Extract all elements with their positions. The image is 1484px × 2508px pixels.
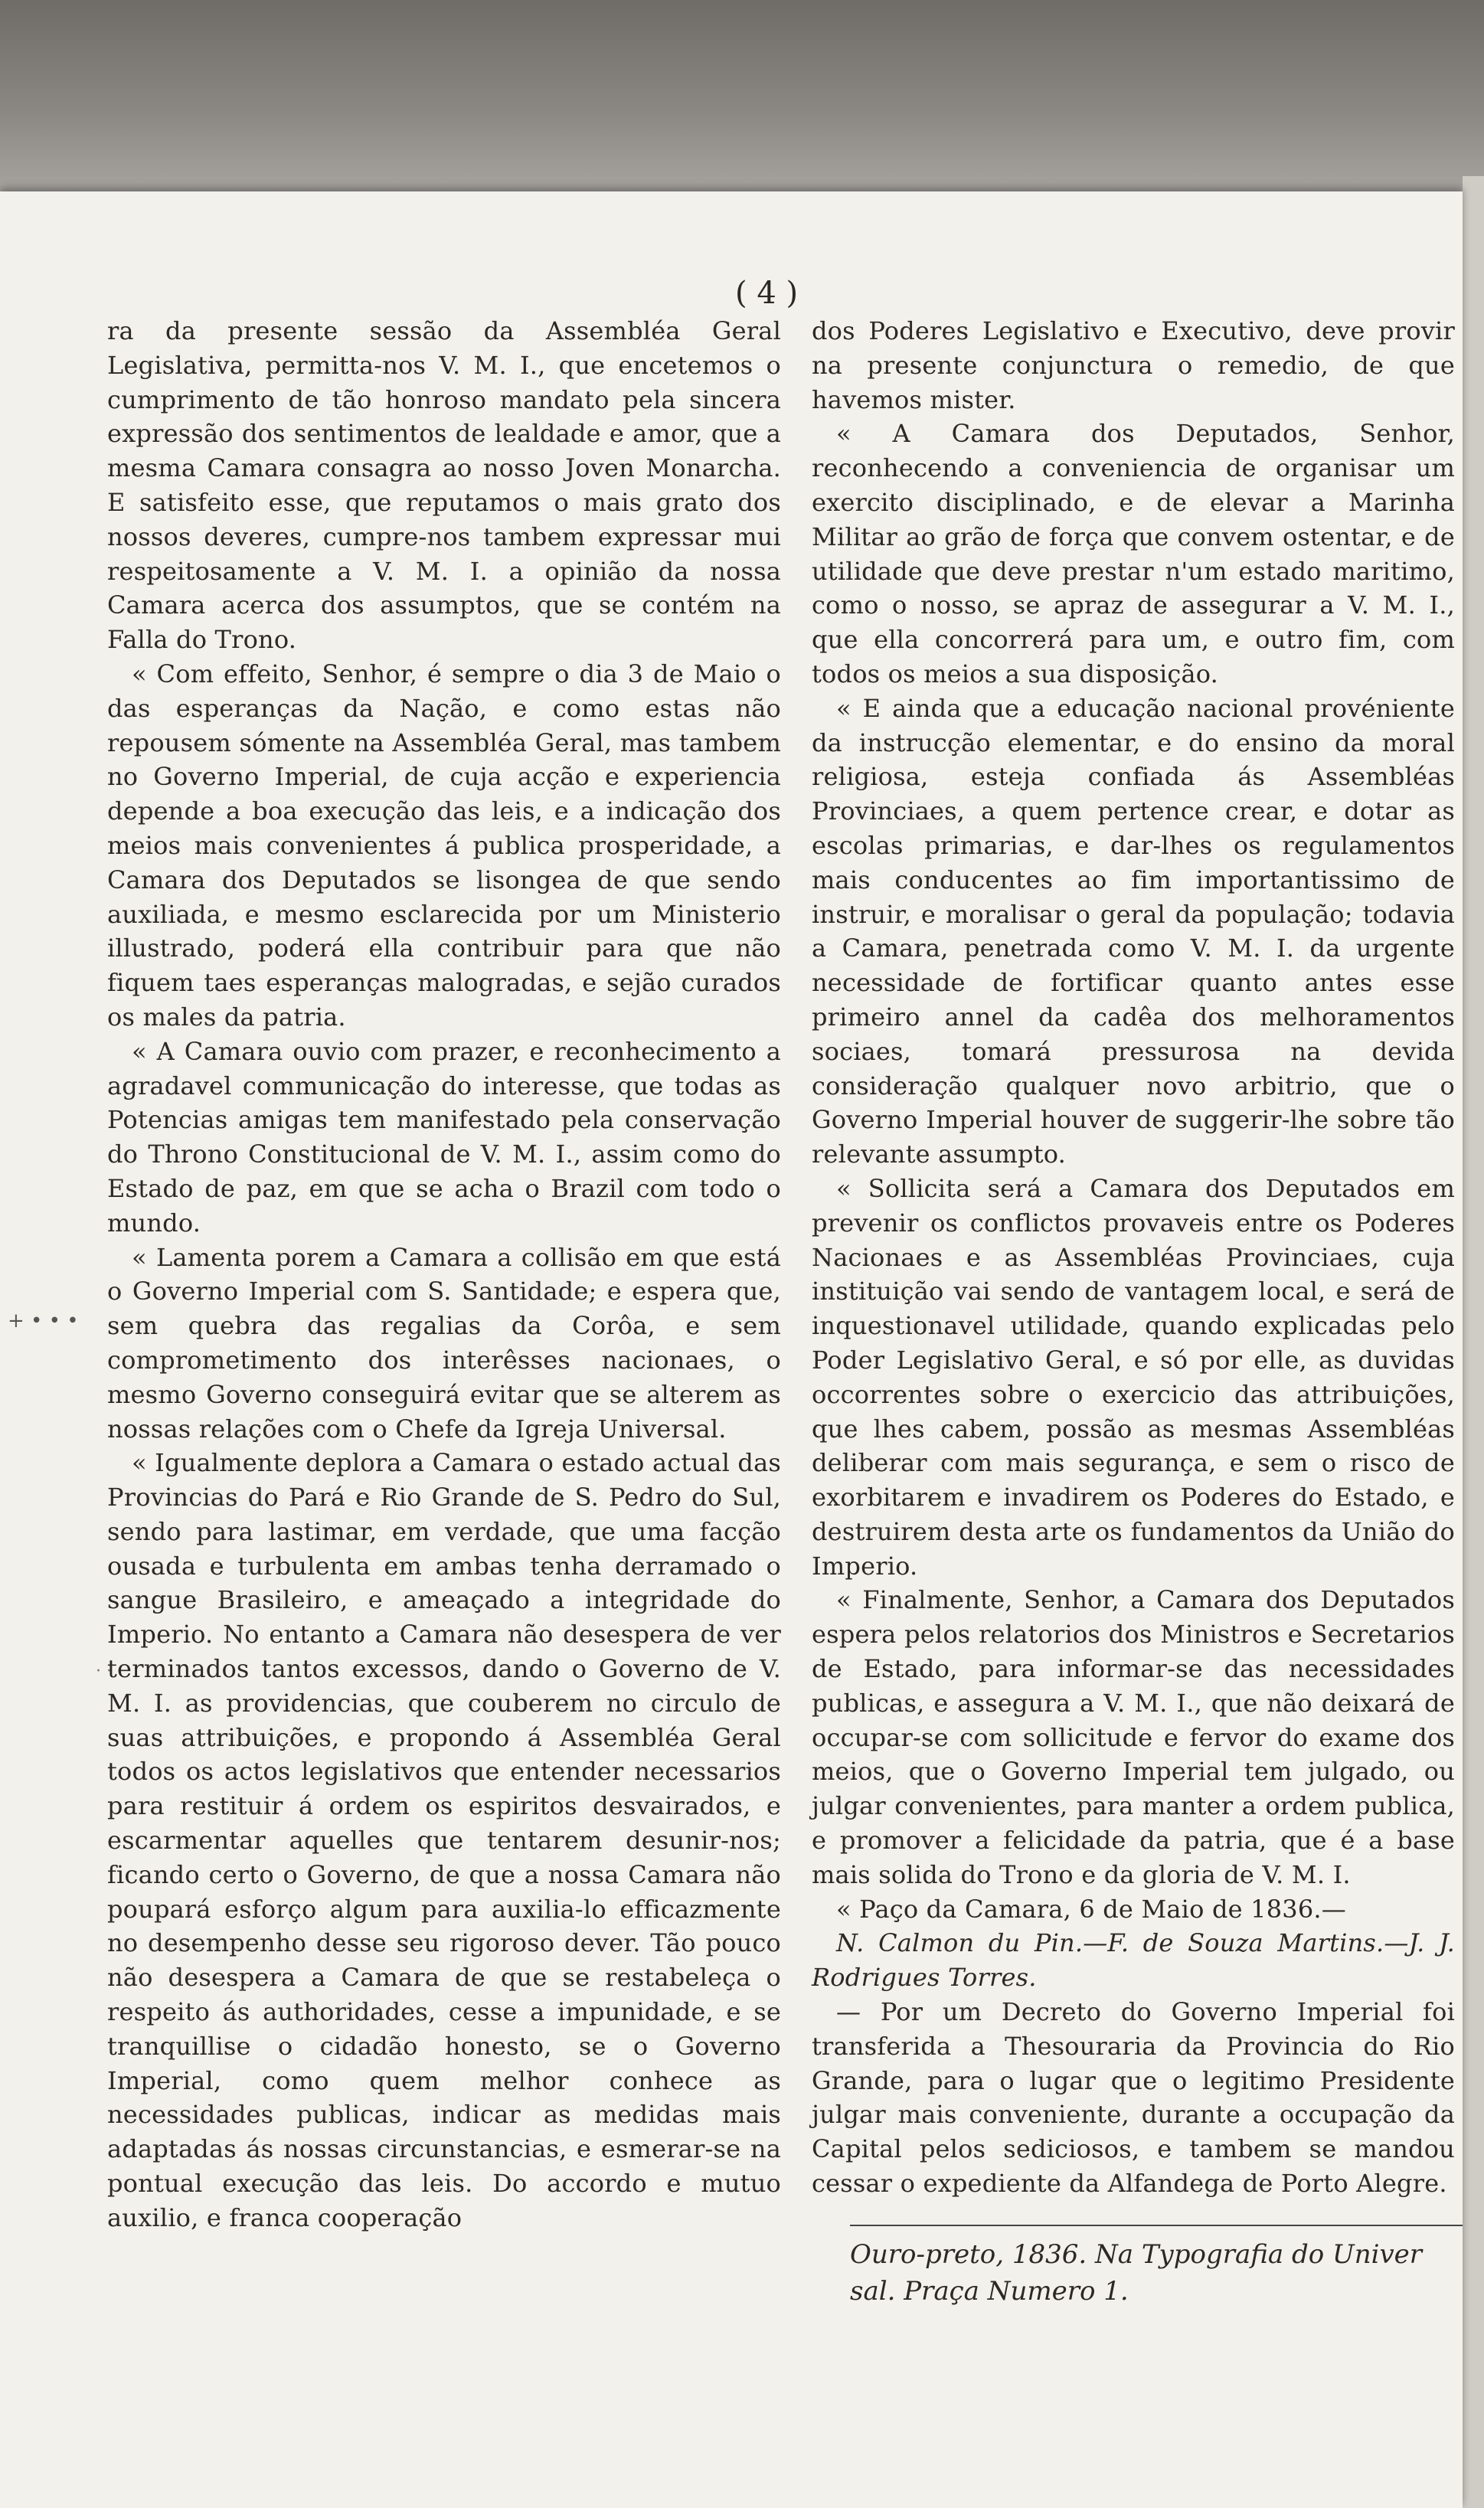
- paragraph: « A Camara ouvio com prazer, e reconhecimento a agradavel communicação do interesse, que todas as Potencias amigas tem manifestado pela conservação do Throno Constitucional de V. M. I., assim como do Estado de paz, em que se acha o Brazil com todo o mundo.: [107, 1036, 781, 1238]
- paragraph: « Finalmente, Senhor, a Camara dos Deputados espera pelos relatorios dos Ministros e Secretarios de Estado, para informar-se das necessidades publicas, e assegura a V. M. I., que não deixará de occupar-se com sollicitude e fervor do exame dos meios, que o Governo Imperial tem julgado, ou julgar convenientes, para manter a ordem publica, e promover a felicidade da patria, que é a base mais solida do Trono e da gloria de V. M. I.: [812, 1585, 1455, 1889]
- paragraph: « Com effeito, Senhor, é sempre o dia 3 de Maio o das esperanças da Nação, e como estas não repousem sómente na Assembléa Geral, mas tambem no Governo Imperial, de cuja acção e experiencia depende a boa execução das leis, e a indicação dos meios mais convenientes á publica prosperidade, a Camara dos Deputados se lisongea de que sendo auxiliada, e mesmo esclarecida por um Ministerio illustrado, poderá ella contribuir para que não fiquem taes esperanças malogradas, e sejão curados os males da patria.: [107, 659, 781, 1032]
- scan-background: [0, 0, 1484, 199]
- paragraph: « A Camara dos Deputados, Senhor, reconhecendo a conveniencia de organisar um exercito disciplinado, e de elevar a Marinha Militar ao grão de força que convem ostentar, e de utilidade que deve prestar n'um estado maritimo, como o nosso, se apraz de assegurar a V. M. I., que ella concorrerá para um, e outro fim, com todos os meios a sua disposição.: [812, 419, 1455, 688]
- page-edge: [1463, 176, 1484, 2508]
- paragraph: « Sollicita será a Camara dos Deputados em prevenir os conflictos provaveis entre os Poderes Nacionaes e as Assembléas Provinciaes, cuja instituição vai sendo de vantagem local, e será de inquestionavel utilidade, quando explicadas pelo Poder Legislativo Geral, e só por elle, as duvidas occorrentes sobre o exercicio das attribuições, que lhes cabem, possão as mesmas Assembléas deliberar com mais segurança, e sem o risco de exorbitarem e invadirem os Poderes do Estado, e destruirem desta arte os fundamentos da União do Imperio.: [812, 1173, 1455, 1581]
- date-line: « Paço da Camara, 6 de Maio de 1836.—: [836, 1894, 1346, 1924]
- margin-mark-small: · ·: [96, 1662, 112, 1681]
- right-column: [812, 314, 1455, 2201]
- left-column: [107, 314, 781, 2235]
- imprint-divider: [850, 2225, 1463, 2226]
- paragraph: « Igualmente deplora a Camara o estado actual das Provincias do Pará e Rio Grande de S. Pedro do Sul, sendo para lastimar, em verdade, que uma facção ousada e turbulenta em ambas tenha derramado o sangue Brasileiro, e ameaçado a integridade do Imperio. No entanto a Camara não desespera de ver terminados tantos excessos, dando o Governo de V. M. I. as providencias, que couberem no circulo de suas attribuições, e propondo á Assembléa Geral todos os actos legislativos que entender necessarios para restituir á ordem os espiritos desvairados, e escarmentar aquelles que tentarem desunir-nos; ficando certo o Governo, de que a nossa Camara não poupará esforço algum para auxilia-lo efficazmente no desempenho desse seu rigoroso dever. Tão pouco não desespera a Camara de que se restabeleça o respeito ás authoridades, cesse a impunidade, e se tranquillise o cidadão honesto, se o Governo Imperial, como quem melhor conhece as necessidades publicas, indicar as medidas mais adaptadas ás nossas circunstancias, e esmerar-se na pontual execução das leis. Do accordo e mutuo auxilio, e franca cooperação: [107, 1448, 781, 2232]
- signatories: N. Calmon du Pin.—F. de Souza Martins.—J. J. Rodrigues Torres.: [812, 1928, 1455, 1993]
- paragraph: « E ainda que a educação nacional provéniente da instrucção elementar, e do ensino da moral religiosa, esteja confiada ás Assembléas Provinciaes, a quem pertence crear, e dotar as escolas primarias, e dar-lhes os regulamentos mais conducentes ao fim importantissimo de instruir, e moralisar o geral da população; todavia a Camara, penetrada como V. M. I. da urgente necessidade de fortificar quanto antes esse primeiro annel da cadêa dos melhoramentos sociaes, tomará pressurosa na devida consideração qualquer novo arbitrio, que o Governo Imperial houver de suggerir-lhe sobre tão relevante assumpto.: [812, 693, 1455, 1169]
- page-number: ( 4 ): [735, 276, 799, 311]
- paragraph: dos Poderes Legislativo e Executivo, deve provir na presente conjunctura o remedio, de que havemos mister.: [812, 316, 1455, 414]
- margin-mark: + • • •: [8, 1310, 79, 1332]
- imprint: Ouro-preto, 1836. Na Typografia do Univer sal. Praça Numero 1.: [850, 2239, 1423, 2307]
- paragraph: ra da presente sessão da Assembléa Geral Legislativa, permitta-nos V. M. I., que encetemos o cumprimento de tão honroso mandato pela sincera expressão dos sentimentos de lealdade e amor, que a mesma Camara consagra ao nosso Joven Monarcha. E satisfeito esse, que reputamos o mais grato dos nossos deveres, cumpre-nos tambem expressar mui respeitosamente a V. M. I. a opinião da nossa Camara acerca dos assumptos, que se contém na Falla do Trono.: [107, 316, 781, 655]
- notice-paragraph: — Por um Decreto do Governo Imperial foi transferida a Thesouraria da Provincia do Rio Grande, para o lugar que o legitimo Presidente julgar mais conveniente, durante a occupação da Capital pelos sediciosos, e tambem se mandou cessar o expediente da Alfandega de Porto Alegre.: [812, 1997, 1455, 2199]
- paragraph: « Lamenta porem a Camara a collisão em que está o Governo Imperial com S. Santidade; e espera que, sem quebra das regalias da Corôa, e sem comprometimento dos interêsses nacionaes, o mesmo Governo conseguirá evitar que se alterem as nossas relações com o Chefe da Igreja Universal.: [107, 1242, 781, 1444]
